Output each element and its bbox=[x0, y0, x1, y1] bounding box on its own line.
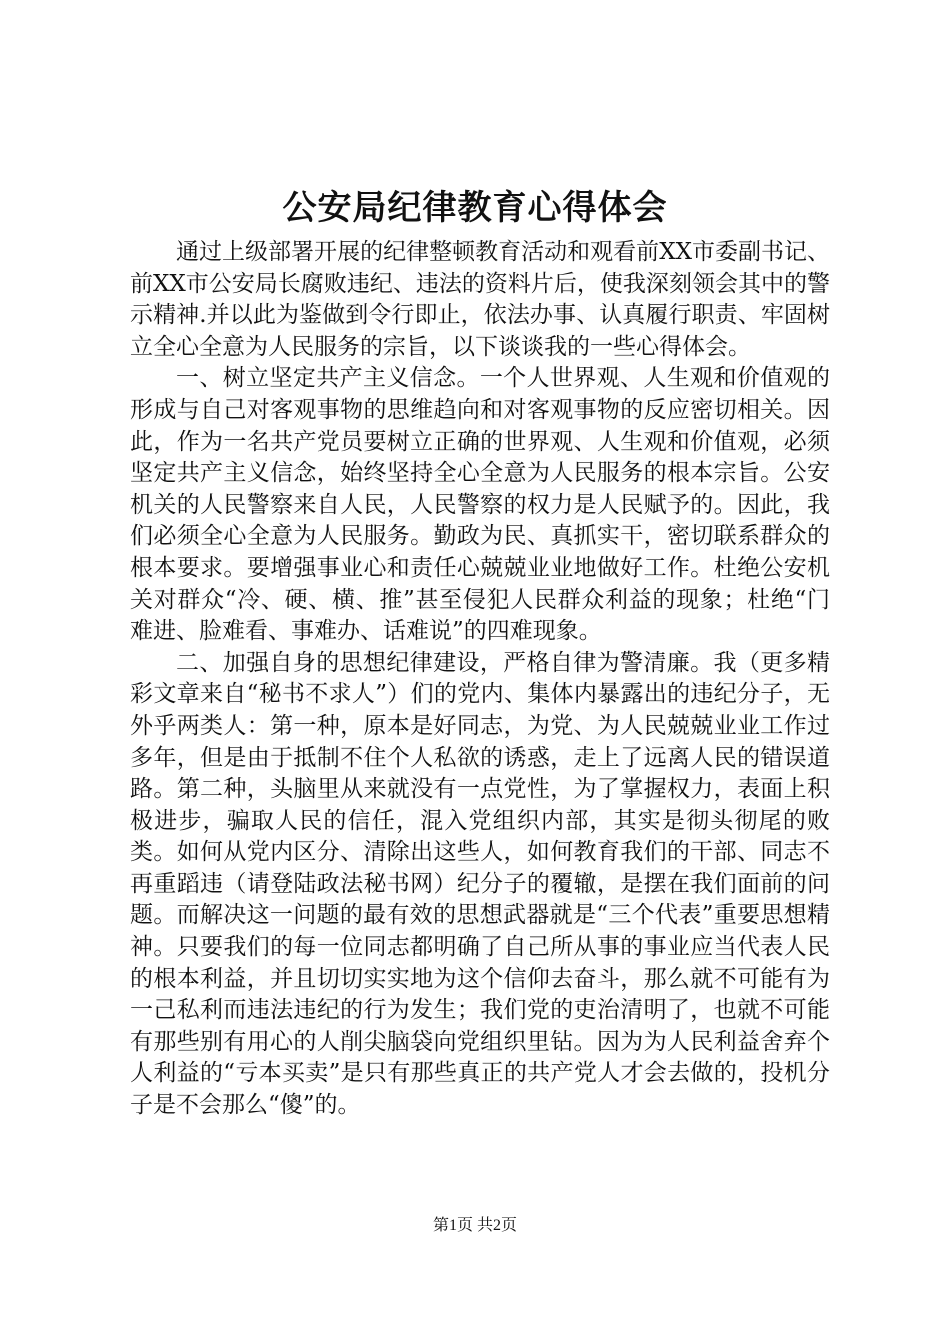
paragraph-section-one: 一、树立坚定共产主义信念。一个人世界观、人生观和价值观的形成与自己对客观事物的思维趋向和对客观事物的反应密切相关。因此，作为一名共产党员要树立正确的世界观、人生观和价值观，必须坚定共产主义信念，始终坚持全心全意为人民服务的根本宗旨。公安机关的人民警察来自人民，人民警察的权力是人民赋予的。因此，我们必须全心全意为人民服务。勤政为民、真抓实干，密切联系群众的根本要求。要增强事业心和责任心兢兢业业地做好工作。杜绝公安机关对群众“冷、硬、横、推”甚至侵犯人民群众利益的现象；杜绝“门难进、脸难看、事难办、话难说”的四难现象。 bbox=[130, 365, 830, 645]
paragraph-intro: 通过上级部署开展的纪律整顿教育活动和观看前XX市委副书记、前XX市公安局长腐败违纪、违法的资料片后，使我深刻领会其中的警示精神.并以此为鉴做到令行即止，依法办事、认真履行职责、牢固树立全心全意为人民服务的宗旨，以下谈谈我的一些心得体会。 bbox=[130, 239, 830, 360]
page-number-footer: 第1页 共2页 bbox=[432, 1217, 517, 1234]
paragraph-section-two: 二、加强自身的思想纪律建设，严格自律为警清廉。我（更多精彩文章来自“秘书不求人”）们的党内、集体内暴露出的违纪分子，无外乎两类人：第一种，原本是好同志，为党、为人民兢兢业业工作过多年，但是由于抵制不住个人私欲的诱惑，走上了远离人民的错误道路。第二种，头脑里从来就没有一点党性，为了掌握权力，表面上积极进步，骗取人民的信任，混入党组织内部，其实是彻头彻尾的败类。如何从党内区分、清除出这些人，如何教育我们的干部、同志不再重蹈违（请登陆政法秘书网）纪分子的覆辙，是摆在我们面前的问题。而解决这一问题的最有效的思想武器就是“三个代表”重要思想精神。只要我们的每一位同志都明确了自己所从事的事业应当代表人民的根本利益，并且切切实实地为这个信仰去奋斗，那么就不可能有为一己私利而违法违纪的行为发生；我们党的吏治清明了，也就不可能有那些别有用心的人削尖脑袋向党组织里钻。因为为人民利益舍弃个人利益的“亏本买卖”是只有那些真正的共产党人才会去做的，投机分子是不会那么“傻”的。 bbox=[130, 649, 830, 1119]
document-title: 公安局纪律教育心得体会 bbox=[282, 188, 668, 228]
document-body bbox=[130, 237, 830, 1122]
